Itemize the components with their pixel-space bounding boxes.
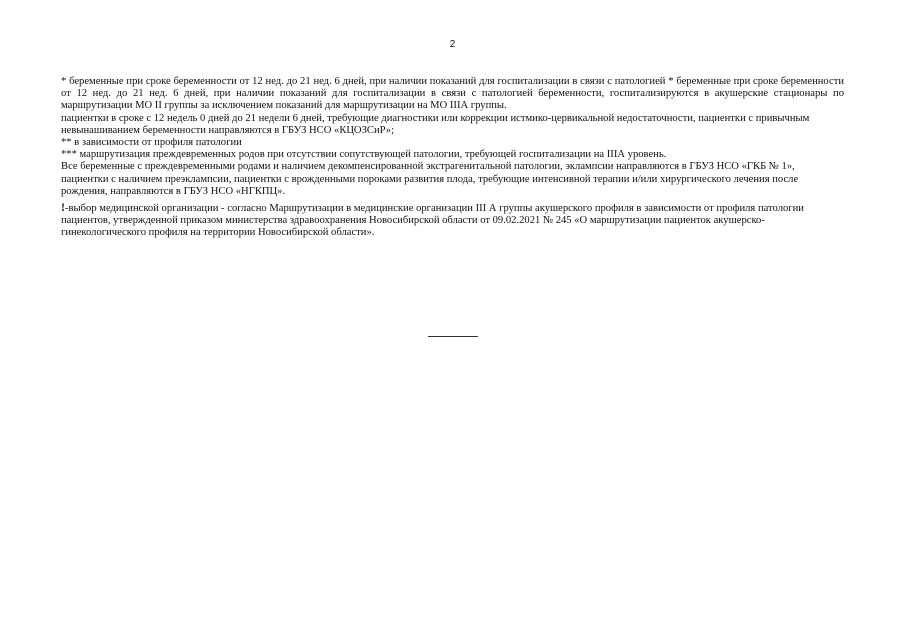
footnote-cervical-insufficiency: пациентки в сроке с 12 недель 0 дней до 21 недели 6 дней, требующие диагностики или коррекции истмико-цервикальной недостаточности, пациентки с привычным невынашиванием беременности направляются в ГБУЗ НСО «КЦОЗСиР»; — [61, 112, 810, 136]
footnote-triple-asterisk: *** маршрутизация преждевременных родов при отсутствии сопутствующей патологии, требующей госпитализации на IIIА уровень. — [61, 149, 667, 161]
footnote-exclamation-text: -выбор медицинской организации - согласно Маршрутизации в медицинские организации III А группы акушерского профиля в зависимости от профиля патологии пациентов, утвержденной приказом министерства здравоохранения Новосибирской области от 09.02.2021 № 245 «О маршрутизации пациенток акушерско-гинекологического профиля на территории Новосибирской области». — [61, 203, 804, 239]
footnotes-block — [61, 76, 844, 240]
exclamation-mark: ! — [61, 200, 65, 215]
page-number: 2 — [449, 39, 456, 50]
footnote-exclamation — [61, 201, 844, 240]
footnote-double-asterisk: ** в зависимости от профиля патологии — [61, 137, 242, 149]
footnote-single-asterisk: * беременные при сроке беременности от 12 нед. до 21 нед. 6 дней, при наличии показаний для госпитализации в связи с патологией * беременные при сроке беременности от 12 нед. до 21 нед. 6 дней, при наличии показаний для госпитализации в связи с патологией беременности, госпитализируются в акушерские стационары по маршрутизации МО II группы за исключением показаний для маршрутизации на МО IIIА группы. — [61, 76, 844, 112]
end-divider — [428, 336, 478, 337]
footnote-preterm-routing: Все беременные с преждевременными родами и наличием декомпенсированной экстрагенитальной патологии, эклампсии направляются в ГБУЗ НСО «ГКБ № 1», пациентки с наличием преэклампсии, пациентки с врожденными пороками развития плода, требующие интенсивной терапии и/или хирургического лечения после рождения, направляются в ГБУЗ НСО «НГКПЦ». — [61, 161, 799, 197]
